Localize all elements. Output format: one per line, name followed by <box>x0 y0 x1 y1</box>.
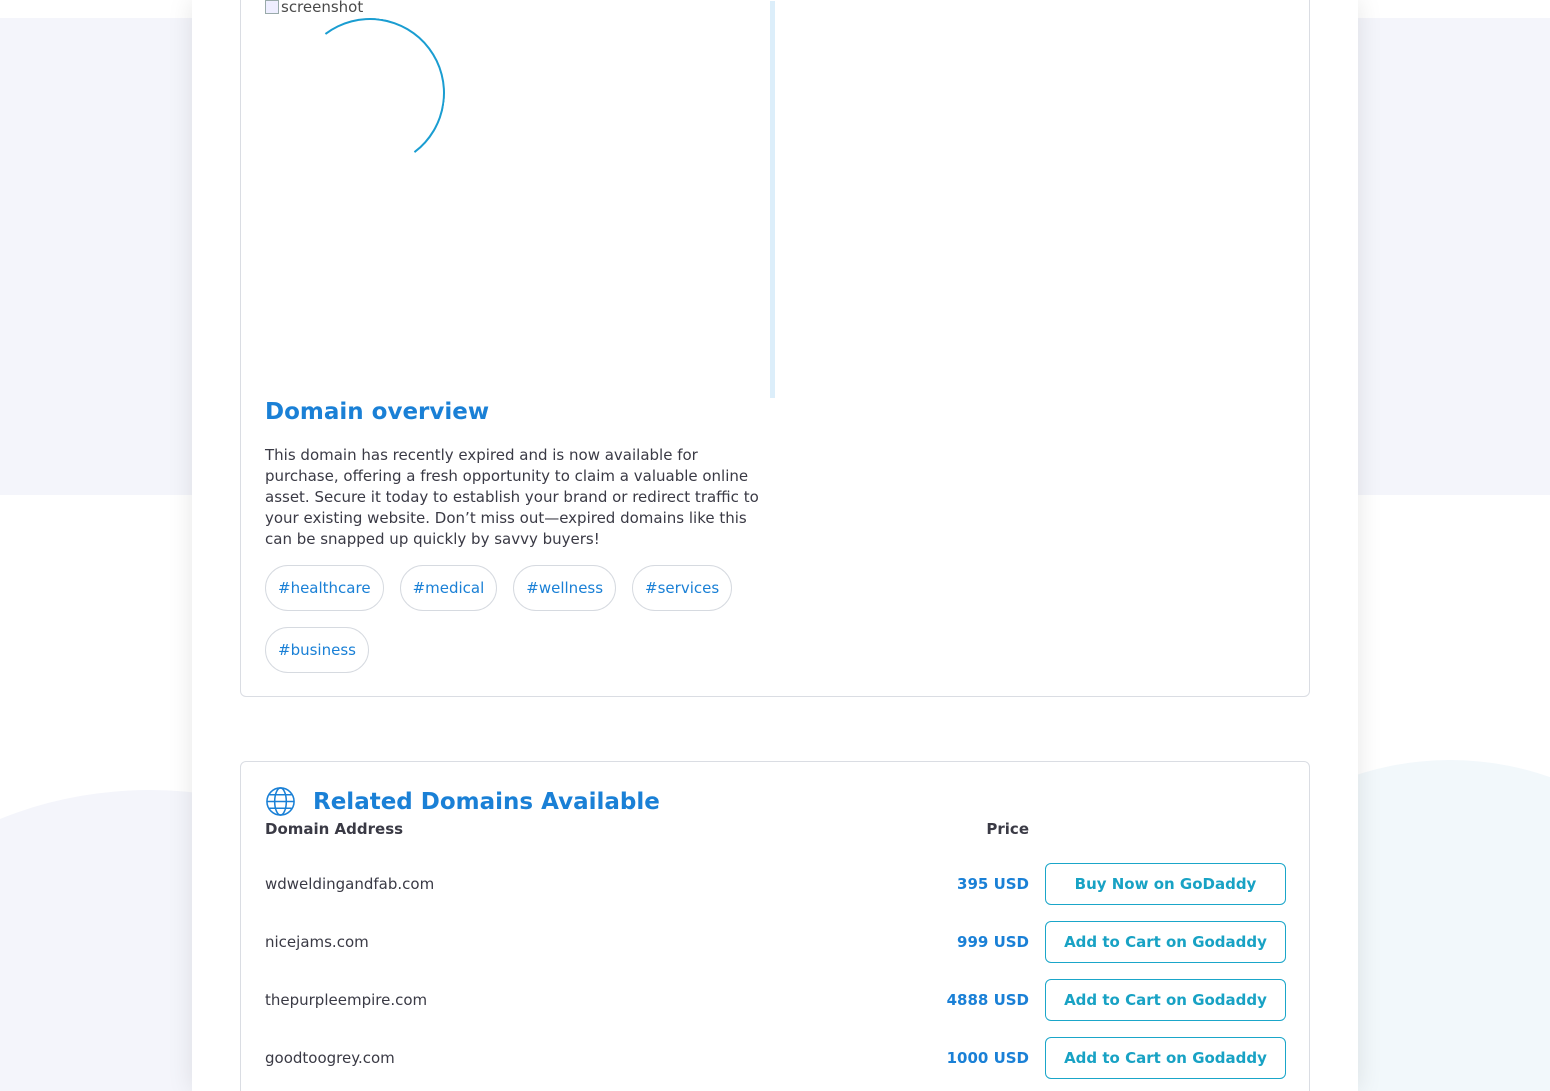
row-domain: thepurpleempire.com <box>265 991 428 1009</box>
globe-icon <box>265 786 296 817</box>
main-panel <box>192 0 1358 1091</box>
related-header <box>265 786 660 817</box>
screenshot-image <box>265 1 775 388</box>
tag-list <box>265 565 785 673</box>
row-domain: wdweldingandfab.com <box>265 875 435 893</box>
row-price: 4888 USD <box>946 991 1029 1009</box>
row-price: 999 USD <box>957 933 1029 951</box>
tag-business[interactable]: #business <box>265 627 369 673</box>
table-row <box>265 1029 1286 1087</box>
domain-overview-card <box>240 0 1310 697</box>
column-header-domain: Domain Address <box>265 820 404 838</box>
table-row <box>265 855 1286 913</box>
add-to-cart-button[interactable]: Add to Cart on Godaddy <box>1045 979 1286 1021</box>
column-header-price: Price <box>986 820 1029 838</box>
table-row <box>265 971 1286 1029</box>
buy-now-button[interactable]: Buy Now on GoDaddy <box>1045 863 1286 905</box>
broken-image-icon <box>265 0 279 14</box>
row-price: 395 USD <box>957 875 1029 893</box>
tag-services[interactable]: #services <box>632 565 732 611</box>
tag-medical[interactable]: #medical <box>400 565 498 611</box>
tag-healthcare[interactable]: #healthcare <box>265 565 384 611</box>
overview-description: This domain has recently expired and is now available for purchase, offering a fresh opportunity to claim a valuable online asset. Secure it today to establish your brand or redirect traffic to your existing website. Don’t miss out—expired domains like this can be snapped up quickly by savvy buyers! <box>265 446 759 548</box>
screenshot-divider <box>770 1 775 398</box>
tag-wellness[interactable]: #wellness <box>513 565 616 611</box>
related-domains-card <box>240 761 1310 1091</box>
loading-spinner-icon <box>285 8 454 177</box>
related-title: Related Domains Available <box>313 788 660 815</box>
row-price: 1000 USD <box>946 1049 1029 1067</box>
row-domain: goodtoogrey.com <box>265 1049 395 1067</box>
screenshot-alt <box>265 0 363 16</box>
add-to-cart-button[interactable]: Add to Cart on Godaddy <box>1045 921 1286 963</box>
table-row <box>265 913 1286 971</box>
add-to-cart-button[interactable]: Add to Cart on Godaddy <box>1045 1037 1286 1079</box>
overview-title: Domain overview <box>265 399 490 425</box>
screenshot-alt-text: screenshot <box>281 0 364 16</box>
row-domain: nicejams.com <box>265 933 369 951</box>
related-domains-table <box>265 855 1286 1087</box>
